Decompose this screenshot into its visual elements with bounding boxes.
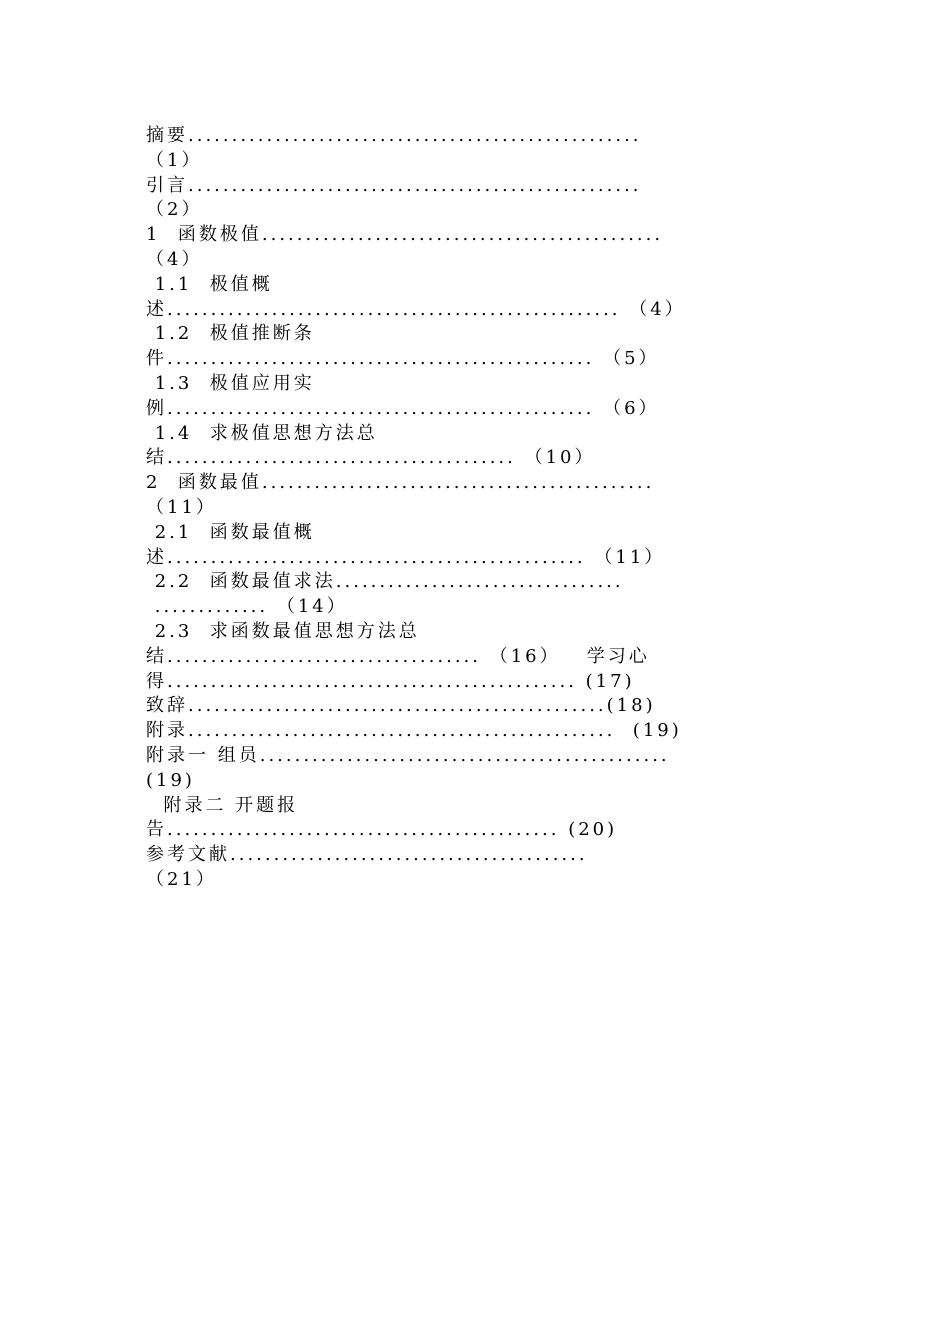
toc-line-chapter-2[interactable]: 2 函数最值............................................. bbox=[146, 472, 655, 494]
toc-line-appendix-1[interactable]: 附录一 组员............................................... bbox=[146, 744, 670, 766]
toc-line-appendix-2-cont: 告............................................. (20) bbox=[146, 819, 618, 841]
toc-line-intro-page: （2） bbox=[146, 199, 203, 221]
toc-line-intro[interactable]: 引言.................................................... bbox=[146, 174, 642, 196]
toc-line-study-notes-cont[interactable]: 得............................................... (17) bbox=[146, 670, 635, 692]
toc-line-section-1-3[interactable]: 1.3 极值应用实 bbox=[146, 372, 315, 394]
toc-line-abstract-page: （1） bbox=[146, 149, 203, 171]
toc-line-section-1-2-cont: 件................................................. （5） bbox=[146, 348, 660, 370]
toc-line-appendix-1-page: (19) bbox=[146, 769, 195, 791]
toc-line-chapter-1[interactable]: 1 函数极值.............................................. bbox=[146, 224, 664, 246]
toc-line-references-page: （21） bbox=[146, 868, 217, 890]
toc-line-chapter-1-page: （4） bbox=[146, 248, 203, 270]
toc-line-section-1-4[interactable]: 1.4 求极值思想方法总 bbox=[146, 422, 378, 444]
toc-line-section-1-1-cont: 述.................................................... （4） bbox=[146, 298, 686, 320]
toc-line-section-2-3[interactable]: 2.3 求函数最值思想方法总 bbox=[146, 620, 420, 642]
toc-line-section-1-1[interactable]: 1.1 极值概 bbox=[146, 273, 273, 295]
toc-line-appendix-2[interactable]: 附录二 开题报 bbox=[146, 794, 299, 816]
toc-line-references[interactable]: 参考文献......................................... bbox=[146, 844, 588, 866]
toc-line-section-1-4-cont: 结........................................ （10） bbox=[146, 447, 596, 469]
toc-line-section-1-3-cont: 例................................................. （6） bbox=[146, 397, 660, 419]
toc-line-section-2-2-cont: ............. （14） bbox=[146, 596, 348, 618]
toc-line-section-1-2[interactable]: 1.2 极值推断条 bbox=[146, 323, 315, 345]
toc-line-appendix[interactable]: 附录................................................. (19) bbox=[146, 720, 682, 742]
table-of-contents bbox=[146, 124, 826, 893]
toc-line-section-2-1[interactable]: 2.1 函数最值概 bbox=[146, 521, 315, 543]
toc-line-acknowledgements[interactable]: 致辞................................................(18) bbox=[146, 695, 656, 717]
toc-line-section-2-1-cont: 述................................................ （11） bbox=[146, 546, 666, 568]
toc-line-chapter-2-page: （11） bbox=[146, 496, 217, 518]
toc-line-abstract[interactable]: 摘要.................................................... bbox=[146, 125, 642, 146]
toc-line-section-2-3-cont: 结.................................... （16） 学习心 bbox=[146, 645, 650, 667]
toc-line-section-2-2[interactable]: 2.2 函数最值求法................................. bbox=[146, 571, 624, 593]
